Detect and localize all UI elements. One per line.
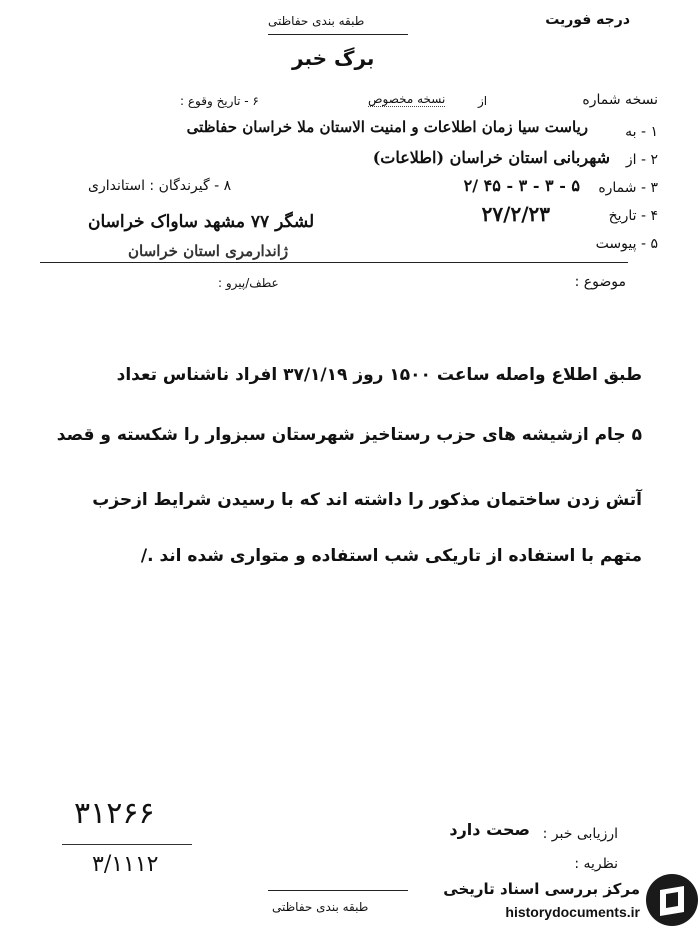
field-number: ۱ - xyxy=(640,124,658,140)
field-attachment xyxy=(596,236,658,252)
field-from xyxy=(626,152,658,168)
degree-of-urgency: درجه فوریت xyxy=(545,12,630,28)
field-number: ۳ - xyxy=(640,180,658,196)
field-label: شماره xyxy=(598,180,637,196)
evaluation-label: ارزیابی خبر : xyxy=(542,826,618,842)
field-label: پیوست xyxy=(595,236,637,252)
field-number: ۴ - xyxy=(640,208,658,224)
field-date xyxy=(609,208,658,224)
subject-label: موضوع : xyxy=(574,274,626,290)
field-label: تاریخ xyxy=(608,208,637,224)
of-label: از xyxy=(478,94,488,108)
body-line: طبق اطلاع واصله ساعت ۱۵۰۰ روز ۳۷/۱/۱۹ افراد ناشناس تعداد xyxy=(116,365,642,385)
classification-top: طبقه بندی حفاظتی xyxy=(268,14,365,28)
body-line: ۵ جام ازشیشه های حزب رستاخیز شهرستان سبزوار را شکسته و قصد xyxy=(56,425,642,445)
watermark-title: مرکز بررسی اسناد تاریخی xyxy=(443,880,640,898)
header-divider xyxy=(40,262,628,263)
classification-top-underline xyxy=(268,34,408,35)
classification-bottom: طبقه بندی حفاظتی xyxy=(272,900,369,914)
reference-label: عطف/پیرو : xyxy=(218,276,279,290)
field-number-row xyxy=(598,180,658,196)
body-line: متهم با استفاده از تاریکی شب استفاده و متواری شده اند ./ xyxy=(140,546,642,566)
field-date-value: ۲۷/۲/۲۳ xyxy=(481,202,550,226)
document-title: برگ خبر xyxy=(292,46,375,70)
field-label: از xyxy=(625,152,637,168)
archive-logo-icon xyxy=(644,872,700,928)
recipients-line-1: لشگر ۷۷ مشهد ساواک خراسان xyxy=(88,212,315,232)
field-label: به xyxy=(625,124,637,140)
field-to xyxy=(625,124,658,140)
handwritten-archive-number: ۳۱۲۶۶ xyxy=(74,796,155,831)
watermark xyxy=(400,868,700,932)
field-number-value: ۲/ ۴۵ - ۳ - ۳ - ۵ xyxy=(463,176,580,195)
archive-number-underline xyxy=(62,844,192,845)
evaluation-value: صحت دارد xyxy=(449,820,530,839)
watermark-url: historydocuments.ir xyxy=(505,904,640,920)
copy-stamp: نسخه مخصوص xyxy=(368,92,446,106)
occurrence-date-label: ۶ - تاریخ وقوع : xyxy=(180,94,259,108)
field-to-value: ریاست سیا زمان اطلاعات و امنیت الاستان ملا خراسان حفاظتی xyxy=(186,118,588,136)
field-from-value: شهربانی استان خراسان (اطلاعات) xyxy=(372,148,610,167)
opinion-label: نظریه : xyxy=(574,856,618,872)
recipients-line-2: ژاندارمری استان خراسان xyxy=(128,242,289,260)
classification-bottom-overline xyxy=(268,890,408,891)
field-number: ۲ - xyxy=(640,152,658,168)
recipients-label: ۸ - گیرندگان : استانداری xyxy=(88,178,232,194)
field-number: ۵ - xyxy=(640,236,658,252)
handwritten-sub-number: ۳/۱۱۱۲ xyxy=(92,852,159,877)
body-line: آتش زدن ساختمان مذکور را داشته اند که با رسیدن شرایط ازحزب xyxy=(92,490,642,510)
copy-number-label: نسخه شماره xyxy=(582,92,658,108)
